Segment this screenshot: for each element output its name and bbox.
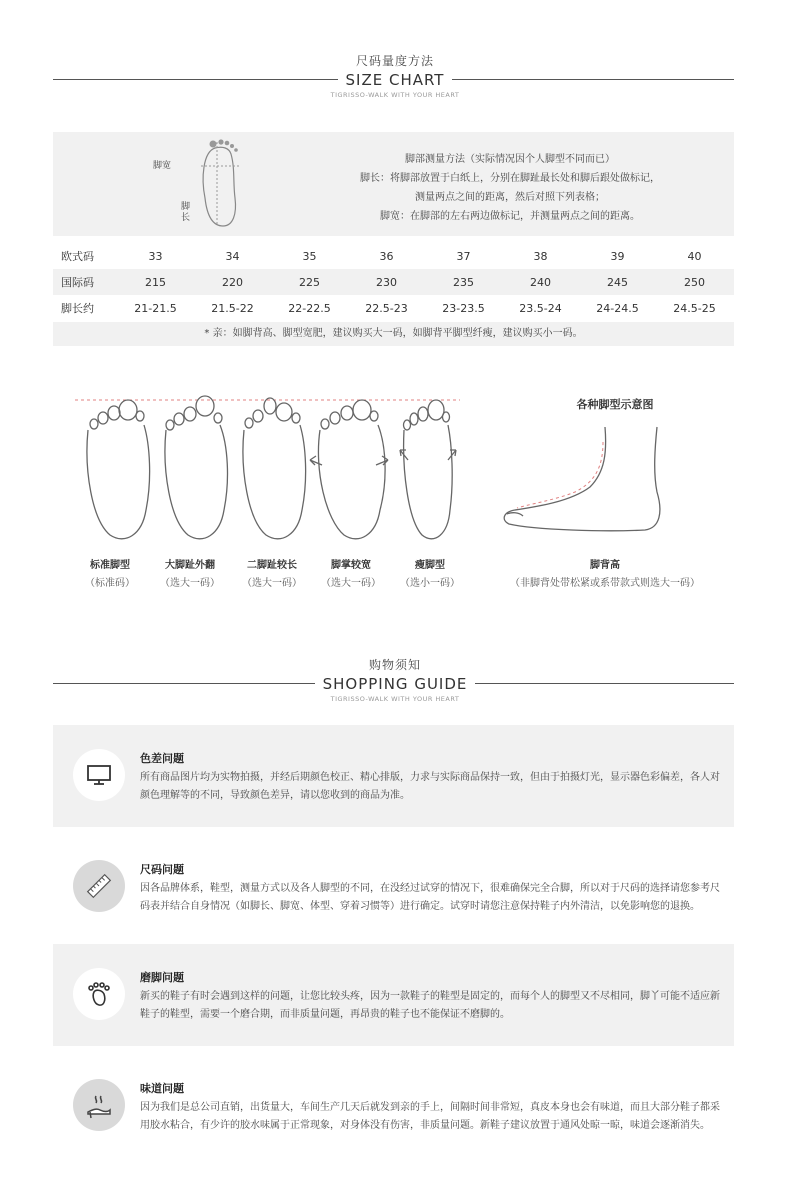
guide-title: 色差问题 [140,752,184,765]
high-instep-foot-icon [495,422,675,542]
size-cell: 22-22.5 [288,301,331,315]
foot-types-illustration [70,390,470,550]
foot-type-bunion [145,556,235,589]
size-cell: 245 [607,275,628,289]
foot-type-title: 脚掌较宽 [331,560,371,571]
footprint-icon [85,980,113,1008]
guide-card-color [53,725,734,827]
foot-type-title: 脚背高 [590,560,620,571]
size-row-header: 脚长约 [61,302,94,315]
foot-type-standard [65,556,155,589]
size-cell: 35 [302,249,317,263]
measure-line: 测量两点之间的距离，然后对照下列表格； [415,192,605,203]
size-cell: 235 [453,275,474,289]
guide-body: 所有商品图片均为实物拍摄，并经后期颜色校正、精心排版，力求与实际商品保持一致，但由于拍摄灯光，显示器色彩偏差，各人对颜色理解等的不同，导致颜色差异，请以您收到的商品为准。 [140,772,720,801]
measure-line: 脚部测量方法（实际情况因个人脚型不同而已） [405,154,615,165]
shopping-guide-title-cn: 购物须知 [368,658,421,672]
guide-title: 磨脚问题 [140,971,184,984]
measure-line: 脚宽：在脚部的左右两边做标记，并测量两点之间的距离。 [380,211,640,222]
foot-type-sub: （选大一码） [321,578,381,589]
size-cell: 23-23.5 [442,301,485,315]
size-chart-title-en: SIZE CHART [345,71,445,89]
guide-card-odor [53,1055,734,1157]
size-chart-title-cn: 尺码量度方法 [355,54,434,68]
size-cell: 21-21.5 [134,301,177,315]
icon-badge [73,968,125,1020]
monitor-icon [86,764,112,786]
foot-type-title: 二脚趾较长 [247,560,297,571]
icon-badge [73,1079,125,1131]
foot-type-sub: （选小一码） [400,578,460,589]
shopping-guide-header [0,656,790,703]
icon-badge [73,860,125,912]
guide-title: 尺码问题 [140,863,184,876]
foot-type-sub: （非脚背处带松紧或系带款式则选大一码） [510,578,700,589]
size-row-intl [53,269,734,295]
header-rule-right [452,79,734,80]
size-cell: 21.5-22 [211,301,254,315]
foot-type-long-second-toe [227,556,317,589]
size-cell: 36 [379,249,394,263]
size-cell: 240 [530,275,551,289]
size-chart-header [0,52,790,99]
foot-outline-icon [193,138,253,230]
size-note: * 亲：如脚背高、脚型宽肥，建议购买大一码，如脚背平脚型纤瘦，建议购买小一码。 [53,322,734,346]
guide-card-size [53,836,734,938]
high-heel-icon [84,1090,114,1120]
size-row-length [53,295,734,321]
size-cell: 23.5-24 [519,301,562,315]
icon-badge [73,749,125,801]
size-cell: 225 [299,275,320,289]
guide-card-rubbing [53,944,734,1046]
foot-length-label: 脚 长 [181,202,191,223]
size-cell: 39 [610,249,625,263]
measure-line: 脚长：将脚部放置于白纸上，分别在脚趾最长处和脚后跟处做标记， [360,173,660,184]
foot-type-sub: （标准码） [85,578,135,589]
size-row-header: 国际码 [61,276,94,289]
size-cell: 230 [376,275,397,289]
size-cell: 22.5-23 [365,301,408,315]
shopping-guide-subtitle: TIGRISSO-WALK WITH YOUR HEART [330,695,460,703]
size-cell: 33 [148,249,163,263]
size-row-header: 欧式码 [61,250,94,263]
header-rule-right [475,683,734,684]
size-cell: 24.5-25 [673,301,716,315]
foot-type-title: 标准脚型 [90,560,130,571]
foot-type-sub: （选大一码） [160,578,220,589]
size-row-eu [53,243,734,269]
foot-type-sub: （选大一码） [242,578,302,589]
foot-type-wide [306,556,396,589]
ruler-icon [85,872,113,900]
guide-body: 因为我们是总公司直销，出货量大，车间生产几天后就发到亲的手上，间隔时间非常短，真皮本身也会有味道，而且大部分鞋子都采用胶水粘合，有少许的胶水味属于正常现象，对身体没有伤害，非质量问题。新鞋子建议放置于通风处晾一晾，味道会逐渐消失。 [140,1102,720,1131]
size-cell: 38 [533,249,548,263]
size-cell: 40 [687,249,702,263]
shopping-guide-title-en: SHOPPING GUIDE [322,675,468,693]
foot-type-high-instep [480,556,730,589]
foot-diagram-heading: 各种脚型示意图 [576,398,654,411]
size-cell: 24-24.5 [596,301,639,315]
size-cell: 215 [145,275,166,289]
size-cell: 34 [225,249,240,263]
size-cell: 37 [456,249,471,263]
guide-title: 味道问题 [140,1082,184,1095]
header-rule-left [53,683,315,684]
foot-width-label: 脚宽 [153,161,172,171]
guide-body: 因各品牌体系，鞋型，测量方式以及各人脚型的不同，在没经过试穿的情况下，很难确保完全合脚，所以对于尺码的选择请您参考尺码表并结合自身情况（如脚长、脚宽、体型、穿着习惯等）进行确定。试穿时请您注意保持鞋子内外清洁，以免影响您的退换。 [140,883,720,912]
foot-type-title: 瘦脚型 [415,560,445,571]
measure-panel [53,132,734,236]
measure-instructions [320,150,700,226]
guide-body: 新买的鞋子有时会遇到这样的问题，让您比较头疼，因为一款鞋子的鞋型是固定的，而每个人的脚型又不尽相同，脚丫可能不适应新鞋子的鞋型，需要一个磨合期，而非质量问题，再昂贵的鞋子也不能保证不磨脚的。 [140,991,720,1020]
foot-type-slim [385,556,475,589]
size-cell: 220 [222,275,243,289]
header-rule-left [53,79,338,80]
size-chart-subtitle: TIGRISSO-WALK WITH YOUR HEART [330,91,460,99]
size-cell: 250 [684,275,705,289]
foot-type-title: 大脚趾外翻 [165,560,215,571]
